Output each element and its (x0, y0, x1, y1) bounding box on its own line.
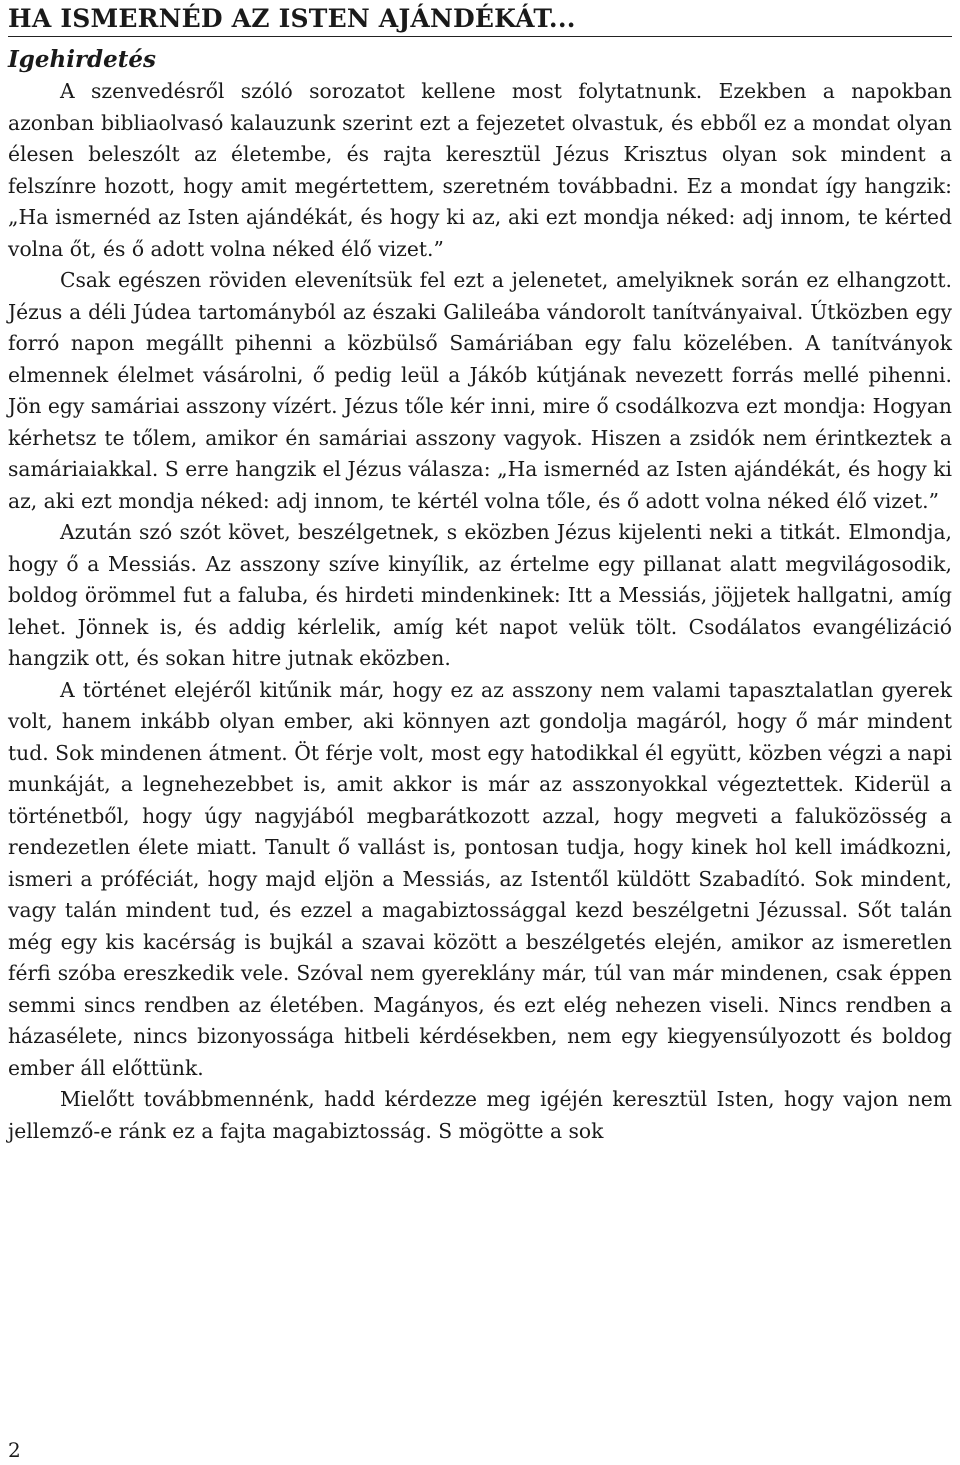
body-text (8, 76, 952, 1147)
running-header-title: HA ISMERNÉD AZ ISTEN AJÁNDÉKÁT... (8, 4, 576, 33)
paragraph: Azután szó szót követ, beszélgetnek, s eközben Jézus kijelenti neki a titkát. Elmondja, hogy ő a Messiás. Az asszony szíve kinyílik, az értelme egy pillanat alatt megvilágosodik, boldog örömmel fut a faluba, és hirdeti mindenkinek: Itt a Messiás, jöjjetek hallgatni, amíg lehet. Jönnek is, és addig kérlelik, amíg két napot velük tölt. Csodálatos evangélizáció hangzik ott, és sokan hitre jutnak eközben. (8, 520, 952, 670)
paragraph: Csak egészen röviden elevenítsük fel ezt a jelenetet, amelyiknek során ez elhangzott. Jézus a déli Júdea tartományból az északi Galileába vándorolt tanítványaival. Útközben egy forró napon megállt pihenni a közbülső Samáriában egy falu közelében. A tanítványok elmennek élelmet vásárolni, ő pedig leül a Jákób kútjának nevezett forrás mellé pihenni. Jön egy samáriai asszony vízért. Jézus tőle kér inni, mire ő csodálkozva ezt mondja: Hogyan kérhetsz te tőlem, amikor én samáriai asszony vagyok. Hiszen a zsidók nem érintkeztek a samáriaiakkal. S erre hangzik el Jézus válasza: „Ha ismernéd az Isten ajándékát, és hogy ki az, aki ezt mondja néked: adj innom, te kértél volna tőle, és ő adott volna néked élő vizet.” (8, 268, 952, 513)
page-number: 2 (8, 1438, 21, 1462)
paragraph: A történet elejéről kitűnik már, hogy ez az asszony nem valami tapasztalatlan gyerek volt, hanem inkább olyan ember, aki könnyen azt gondolja magáról, hogy ő már mindent tud. Sok mindenen átment. Öt férje volt, most egy hatodikkal él együtt, közben végzi a napi munkáját, a legnehezebbet is, amit akkor is már az asszonyokkal végeztettek. Kiderül a történetből, hogy úgy nagyjából megbarátkozott azzal, hogy megveti a faluközösség a rendezetlen élete miatt. Tanult ő vallást is, pontosan tudja, hogy kinek hol kell imádkozni, ismeri a próféciát, hogy majd eljön a Messiás, az Istentől küldött Szabadító. Sok mindent, vagy talán mindent tud, és ezzel a magabiztossággal kezd beszélgetni Jézussal. Sőt talán még egy kis kacérság is bujkál a szavai között a beszélgetés elején, amikor az ismeretlen férfi szóba ereszkedik vele. Szóval nem gyereklány már, túl van már mindenen, csak éppen semmi sincs rendben az életében. Magányos, és ezt elég nehezen viseli. Nincs rendben a házasélete, nincs bizonyossága hitbeli kérdésekben, nem egy kiegyensúlyozott és boldog ember áll előttünk. (8, 677, 952, 1080)
paragraph: Mielőtt továbbmennénk, hadd kérdezze meg igéjén keresztül Isten, hogy vajon nem jellemző-e ránk ez a fajta magabiztosság. S mögötte a sok (8, 1087, 952, 1143)
section-heading: Igehirdetés (8, 46, 156, 73)
header-divider (8, 36, 952, 37)
document-page (8, 0, 952, 1465)
paragraph: A szenvedésről szóló sorozatot kellene most folytatnunk. Ezekben a napokban azonban bibliaolvasó kalauzunk szerint ezt a fejezetet olvastuk, és ebből ez a mondat olyan élesen beleszólt az életembe, és rajta keresztül Jézus Krisztus olyan sok mindent a felszínre hozott, hogy amit megértettem, szeretném továbbadni. Ez a mondat így hangzik: „Ha ismernéd az Isten ajándékát, és hogy ki az, aki ezt mondja néked: adj innom, te kérted volna őt, és ő adott volna néked élő vizet.” (8, 79, 952, 261)
